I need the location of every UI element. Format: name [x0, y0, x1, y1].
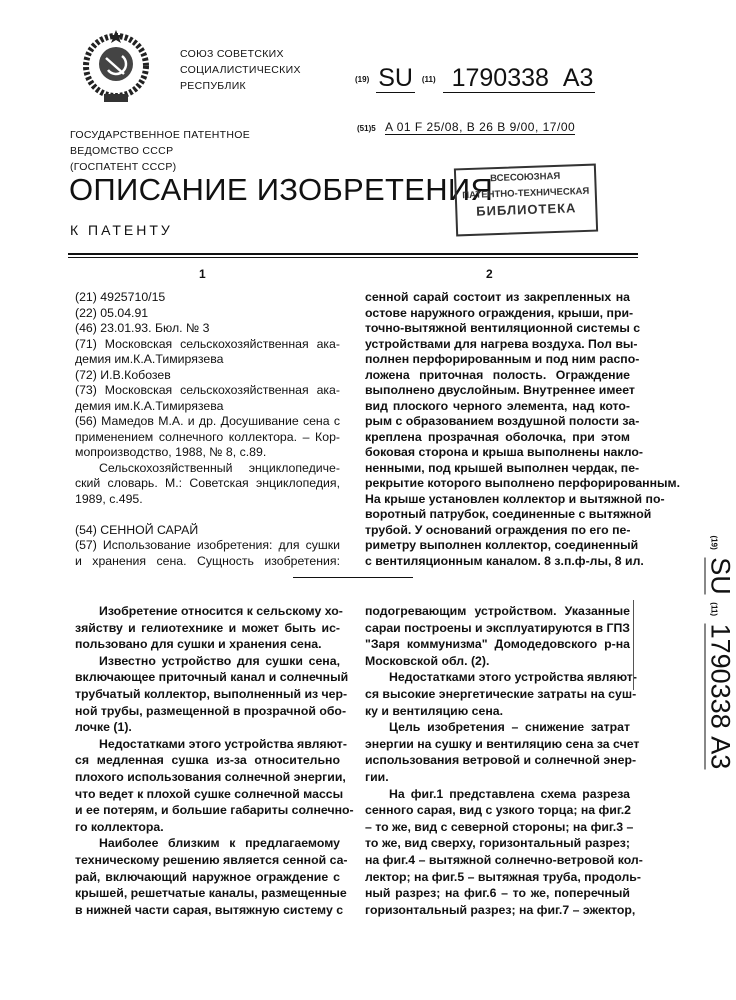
column-number: 2 — [486, 267, 493, 281]
text-line: (73) Московская сельскохозяйственная ака- — [75, 383, 340, 399]
text-line: Изобретение относится к сельскому хо- — [75, 603, 340, 620]
text-line: точно-вытяжной вентиляционной системы с — [365, 321, 630, 337]
text-line: ной трубы, размещенной в прозрачной обо- — [75, 703, 340, 720]
library-stamp — [454, 164, 598, 237]
country-line: СОЦИАЛИСТИЧЕСКИХ — [180, 62, 301, 78]
text-line: демия им.К.А.Тимирязева — [75, 399, 340, 415]
office-line: ВЕДОМСТВО СССР — [70, 143, 250, 159]
text-line: ся высокие энергетические затраты на суш- — [365, 686, 630, 703]
text-line: сенной сарай состоит из закрепленных на — [365, 290, 630, 306]
text-line: крышей, решетчатые каналы, размещенные — [75, 885, 340, 902]
text-line: демия им.К.А.Тимирязева — [75, 352, 340, 368]
text-line: сараи построены и эксплуатируются в ГПЗ — [365, 620, 630, 637]
text-line: мопроизводство, 1988, № 8, с.89. — [75, 445, 340, 461]
text-line: пользовано для сушки и хранения сена. — [75, 636, 340, 653]
inid-code-51: (51)5 — [357, 124, 376, 133]
text-line: воротный патрубок, соединенные с вытяжной — [365, 507, 630, 523]
text-line: На фиг.1 представлена схема разреза — [365, 786, 630, 803]
document-title: ОПИСАНИЕ ИЗОБРЕТЕНИЯ — [69, 172, 493, 208]
inid-code-19: (19) — [355, 75, 369, 84]
text-line: и ее потерям, и большие габариты солнечно- — [75, 802, 340, 819]
text-line: Недостатками этого устройства являют- — [75, 736, 340, 753]
text-line: выполнено двуслойным. Внутреннее имеет — [365, 383, 630, 399]
text-line: трубчатый коллектор, выполненный из чер- — [75, 686, 340, 703]
description-column-right — [365, 603, 630, 918]
header-divider — [68, 257, 638, 258]
description-column-left — [75, 603, 340, 918]
text-line: Московской обл. (2). — [365, 653, 630, 670]
text-line: остове наружного ограждения, крыши, при- — [365, 306, 630, 322]
column-number: 1 — [199, 267, 206, 281]
document-subtitle: К ПАТЕНТУ — [70, 222, 173, 238]
text-line: лектор; на фиг.5 – вытяжная труба, продоль- — [365, 869, 630, 886]
country-line: РЕСПУБЛИК — [180, 78, 301, 94]
country-line: СОЮЗ СОВЕТСКИХ — [180, 46, 301, 62]
ussr-emblem-icon — [76, 28, 156, 108]
bibliographic-data — [75, 290, 340, 569]
patent-number-underlined — [705, 624, 736, 770]
text-line: использования ветровой и солнечной энер- — [365, 752, 630, 769]
text-line: Наиболее близким к предлагаемому — [75, 835, 340, 852]
text-line: ский словарь. М.: Советская энциклопедия, — [75, 476, 340, 492]
text-line: полнен перфорированным и под ним распо- — [365, 352, 630, 368]
text-line: рай, включающий наружное ограждение с — [75, 869, 340, 886]
text-line: ложена приточная полость. Ограждение — [365, 368, 630, 384]
patent-number: 1790338 — [706, 624, 736, 729]
ipc-classification — [357, 120, 575, 134]
text-line: энергии на сушку и вентиляцию сена за счет — [365, 736, 630, 753]
blank-line — [75, 507, 340, 523]
text-line: то же, вид сверху, горизонтальный разрез; — [365, 835, 630, 852]
patent-office — [70, 127, 250, 175]
text-line: Сельскохозяйственный энциклопедиче- — [75, 461, 340, 477]
text-line: риметру выполнен коллектор, соединенный — [365, 538, 630, 554]
section-divider — [293, 577, 413, 578]
country-code: SU — [705, 557, 736, 595]
abstract — [365, 290, 630, 569]
text-line: (56) Мамедов М.А. и др. Досушивание сена с — [75, 414, 340, 430]
text-line: что ведет к плохой сушке солнечной массы — [75, 786, 340, 803]
inid-code-11: (11) — [710, 602, 719, 616]
text-line: горизонтальный разрез; на фиг.7 – эжектор, — [365, 902, 630, 919]
text-line: Недостатками этого устройства являют- — [365, 669, 630, 686]
text-line: с вентиляционным каналом. 8 з.п.ф-лы, 8 ил. — [365, 554, 630, 570]
text-line: 1989, с.495. — [75, 492, 340, 508]
office-line: ГОСУДАРСТВЕННОЕ ПАТЕНТНОЕ — [70, 127, 250, 143]
text-line: (46) 23.01.93. Бюл. № 3 — [75, 321, 340, 337]
margin-line — [633, 600, 634, 690]
text-line: (57) Использование изобретения: для сушки — [75, 538, 340, 554]
text-line: На крыше установлен коллектор и вытяжной по- — [365, 492, 630, 508]
text-line: в нижней части сарая, вытяжную систему с — [75, 902, 340, 919]
side-patent-number — [705, 536, 736, 776]
ipc-codes: A 01 F 25/08, B 26 B 9/00, 17/00 — [385, 120, 575, 135]
inid-code-19: (19) — [710, 536, 719, 550]
text-line: (22) 05.04.91 — [75, 306, 340, 322]
country-code: SU — [376, 64, 415, 93]
text-line: подогревающим устройством. Указанные — [365, 603, 630, 620]
text-line: (21) 4925710/15 — [75, 290, 340, 306]
text-line: креплена прозрачная оболочка, при этом — [365, 430, 630, 446]
text-line: зяйству и гелиотехнике и может быть ис- — [75, 620, 340, 637]
text-line: Цель изобретения – снижение затрат — [365, 719, 630, 736]
patent-number: 1790338 — [452, 64, 549, 92]
text-line: устройствами для нагрева воздуха. Пол вы- — [365, 337, 630, 353]
kind-code: A3 — [706, 736, 736, 769]
text-line: го коллектора. — [75, 819, 340, 836]
country-name — [180, 46, 301, 94]
text-line: рым с образованием воздушной полости за- — [365, 414, 630, 430]
office-line: (ГОСПАТЕНТ СССР) — [70, 159, 250, 175]
text-line: лочке (1). — [75, 719, 340, 736]
text-line: сенного сарая, вид с узкого торца; на фиг.2 — [365, 802, 630, 819]
stamp-line: ПАТЕНТНО-ТЕХНИЧЕСКАЯ — [457, 184, 595, 205]
text-line: ненными, под крышей выполнен чердак, пе- — [365, 461, 630, 477]
text-line: боковая сторона и крыша выполнены накло- — [365, 445, 630, 461]
stamp-line: БИБЛИОТЕКА — [457, 200, 595, 221]
text-line: ся медленная сушка из-за относительно — [75, 752, 340, 769]
text-line: – то же, вид с северной стороны; на фиг.3 – — [365, 819, 630, 836]
text-line: (71) Московская сельскохозяйственная ака- — [75, 337, 340, 353]
kind-code: A3 — [563, 64, 594, 92]
text-line: ный разрез; на фиг.6 – то же, поперечный — [365, 885, 630, 902]
text-line: (54) СЕННОЙ САРАЙ — [75, 523, 340, 539]
patent-number-block — [355, 64, 595, 93]
patent-number-underlined — [443, 64, 596, 93]
text-line: (72) И.В.Кобозев — [75, 368, 340, 384]
text-line: рекрытие которого выполнено перфорированным. — [365, 476, 630, 492]
text-line: на фиг.4 – вытяжной солнечно-ветровой кол- — [365, 852, 630, 869]
text-line: "Заря коммунизма" Домодедовского р-на — [365, 636, 630, 653]
text-line: ку и вентиляцию сена. — [365, 703, 630, 720]
text-line: трубой. У оснований ограждения по его пе- — [365, 523, 630, 539]
text-line: Известно устройство для сушки сена, — [75, 653, 340, 670]
text-line: плохого использования солнечной энергии, — [75, 769, 340, 786]
text-line: включающее приточный канал и солнечный — [75, 669, 340, 686]
stamp-line: ВСЕСОЮЗНАЯ — [456, 168, 594, 189]
text-line: гии. — [365, 769, 630, 786]
text-line: применением солнечного коллектора. – Кор- — [75, 430, 340, 446]
text-line: и хранения сена. Сущность изобретения: — [75, 554, 340, 570]
inid-code-11: (11) — [422, 75, 436, 84]
text-line: вид плоского черного элемента, над кото- — [365, 399, 630, 415]
header-divider — [68, 253, 638, 255]
text-line: техническому решению является сенной са- — [75, 852, 340, 869]
